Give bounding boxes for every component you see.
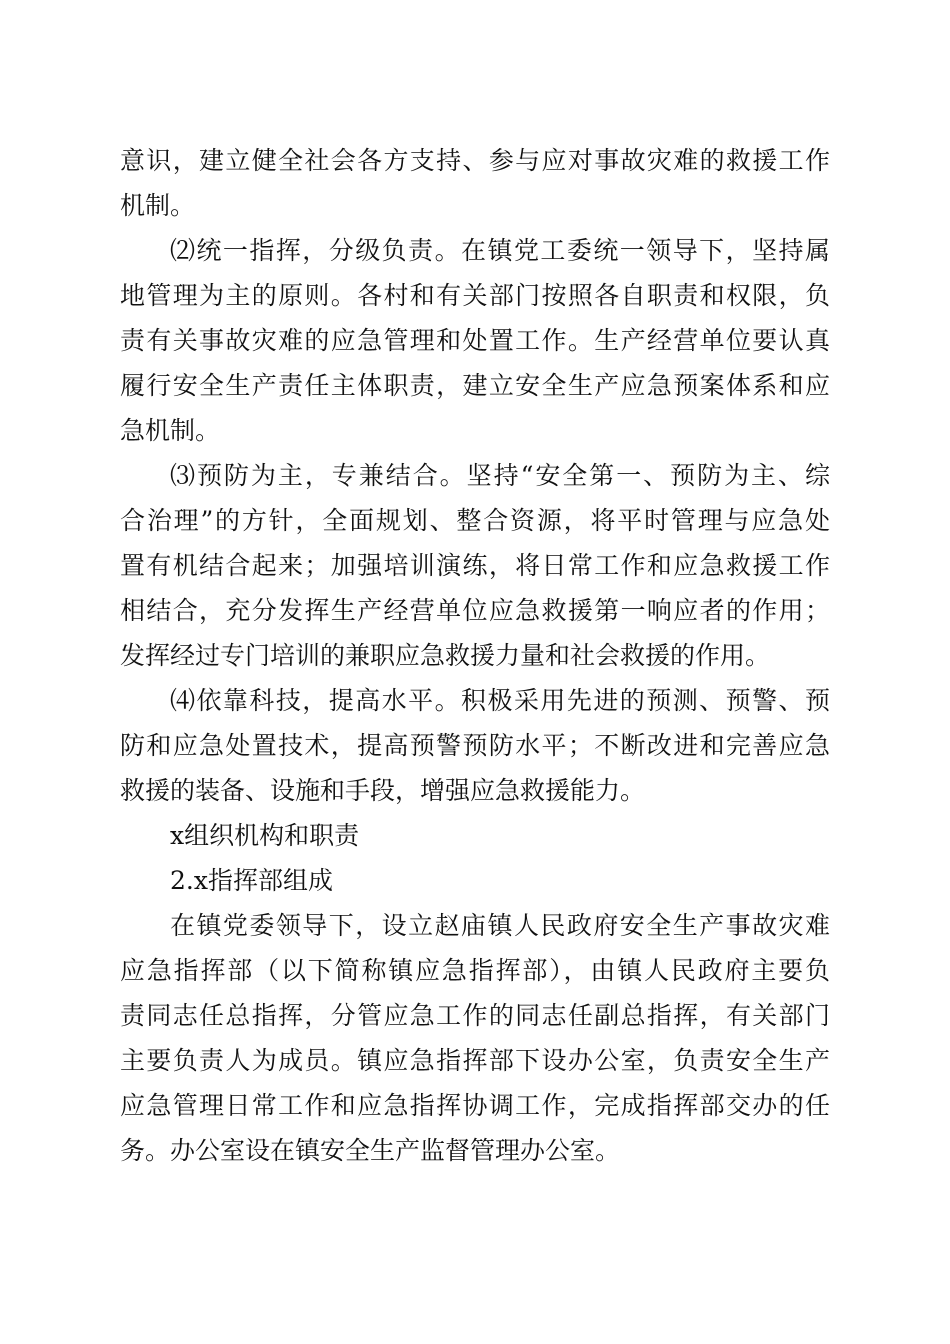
text-line: 应急管理日常工作和应急指挥协调工作，完成指挥部交办的任 [120,1091,830,1120]
text-line: 履行安全生产责任主体职责，建立安全生产应急预案体系和应 [120,371,830,400]
text-line: 责同志任总指挥，分管应急工作的同志任副总指挥，有关部门 [120,1001,830,1030]
paragraph-start-line: ⑵统一指挥，分级负责。在镇党工委统一领导下，坚持属 [170,236,830,265]
text-line: 机制。 [120,191,196,220]
paragraph-start-line: ⑷依靠科技，提高水平。积极采用先进的预测、预警、预 [170,686,830,715]
paragraph-start-line: ⑶预防为主，专兼结合。坚持“安全第一、预防为主、综 [170,461,830,490]
text-line: 发挥经过专门培训的兼职应急救援力量和社会救援的作用。 [120,641,771,670]
text-line: 急机制。 [120,416,221,445]
text-line: 地管理为主的原则。各村和有关部门按照各自职责和权限，负 [120,281,830,310]
subsection-heading: 2.x指挥部组成 [170,866,333,895]
text-line: 救援的装备、设施和手段，增强应急救援能力。 [120,776,646,805]
text-line: 应急指挥部（以下简称镇应急指挥部），由镇人民政府主要负 [120,956,830,985]
text-line: 防和应急处置技术，提高预警预防水平；不断改进和完善应急 [120,731,830,760]
section-heading: x组织机构和职责 [170,821,360,850]
text-line: 主要负责人为成员。镇应急指挥部下设办公室，负责安全生产 [120,1046,830,1075]
text-line: 合治理”的方针，全面规划、整合资源，将平时管理与应急处 [120,506,830,535]
text-line: 务。办公室设在镇安全生产监督管理办公室。 [120,1136,621,1165]
text-line: 相结合，充分发挥生产经营单位应急救援第一响应者的作用； [120,596,830,625]
text-line: 责有关事故灾难的应急管理和处置工作。生产经营单位要认真 [120,326,830,355]
text-line: 意识，建立健全社会各方支持、参与应对事故灾难的救援工作 [120,146,830,175]
text-line: 置有机结合起来；加强培训演练，将日常工作和应急救援工作 [120,551,830,580]
paragraph-start-line: 在镇党委领导下，设立赵庙镇人民政府安全生产事故灾难 [170,911,830,940]
